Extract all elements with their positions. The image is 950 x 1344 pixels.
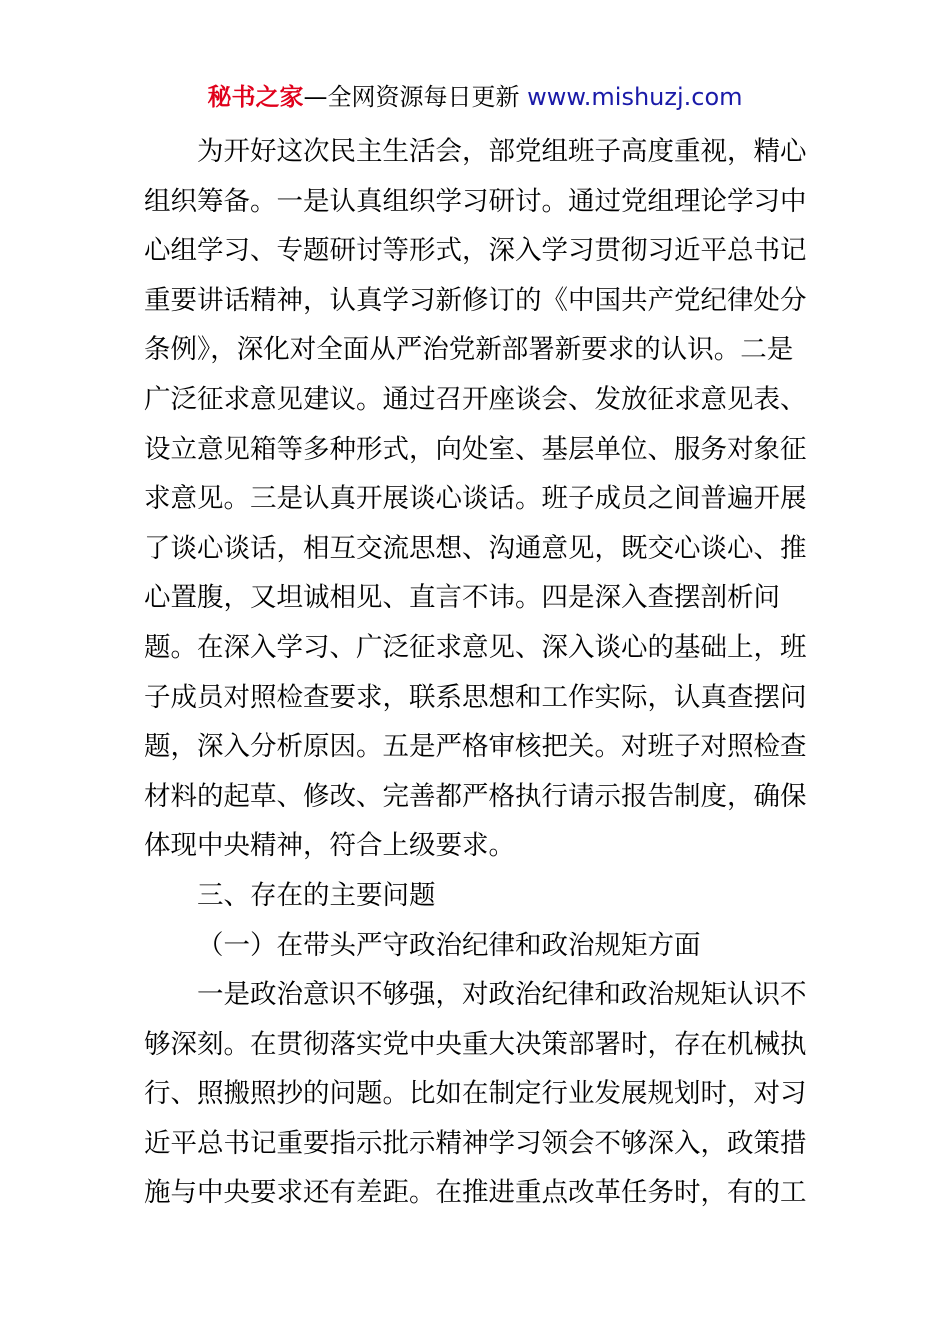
text-line: 心置腹，又坦诚相见、直言不讳。四是深入查摆剖析问 xyxy=(144,582,780,614)
text-line: 重要讲话精神，认真学习新修订的《中国共产党纪律处分 xyxy=(144,284,807,316)
document-body xyxy=(144,127,810,1218)
text-line: 心组学习、专题研讨等形式，深入学习贯彻习近平总书记 xyxy=(144,235,807,267)
site-tagline: —全网资源每日更新 xyxy=(303,83,528,111)
text-line: 了谈心谈话，相互交流思想、沟通意见，既交心谈心、推 xyxy=(144,532,807,564)
text-line: 体现中央精神，符合上级要求。 xyxy=(144,830,515,862)
site-header xyxy=(0,80,950,114)
text-line: 子成员对照检查要求，联系思想和工作实际，认真查摆问 xyxy=(144,681,807,713)
text-line: 题，深入分析原因。五是严格审核把关。对班子对照检查 xyxy=(144,731,807,763)
text-line: 施与中央要求还有差距。在推进重点改革任务时，有的工 xyxy=(144,1177,807,1209)
text-line: 条例》，深化对全面从严治党新部署新要求的认识。二是 xyxy=(144,334,794,366)
text-line: 一是政治意识不够强，对政治纪律和政治规矩认识不 xyxy=(197,979,807,1011)
text-line: 组织筹备。一是认真组织学习研讨。通过党组理论学习中 xyxy=(144,185,807,217)
text-line: （一）在带头严守政治纪律和政治规矩方面 xyxy=(197,929,701,961)
text-line: 题。在深入学习、广泛征求意见、深入谈心的基础上，班 xyxy=(144,631,807,663)
site-url[interactable]: www.mishuzj.com xyxy=(527,83,743,111)
text-line: 求意见。三是认真开展谈心谈话。班子成员之间普遍开展 xyxy=(144,483,807,515)
text-line: 设立意见箱等多种形式，向处室、基层单位、服务对象征 xyxy=(144,433,807,465)
text-line: 够深刻。在贯彻落实党中央重大决策部署时，存在机械执 xyxy=(144,1028,807,1060)
text-line: 行、照搬照抄的问题。比如在制定行业发展规划时，对习 xyxy=(144,1078,807,1110)
text-line: 为开好这次民主生活会，部党组班子高度重视，精心 xyxy=(197,136,807,167)
text-line: 三、存在的主要问题 xyxy=(197,879,436,911)
site-brand: 秘书之家 xyxy=(207,83,304,111)
text-line: 近平总书记重要指示批示精神学习领会不够深入，政策措 xyxy=(144,1127,807,1159)
text-line: 广泛征求意见建议。通过召开座谈会、发放征求意见表、 xyxy=(144,383,807,415)
text-line: 材料的起草、修改、完善都严格执行请示报告制度，确保 xyxy=(144,780,807,812)
